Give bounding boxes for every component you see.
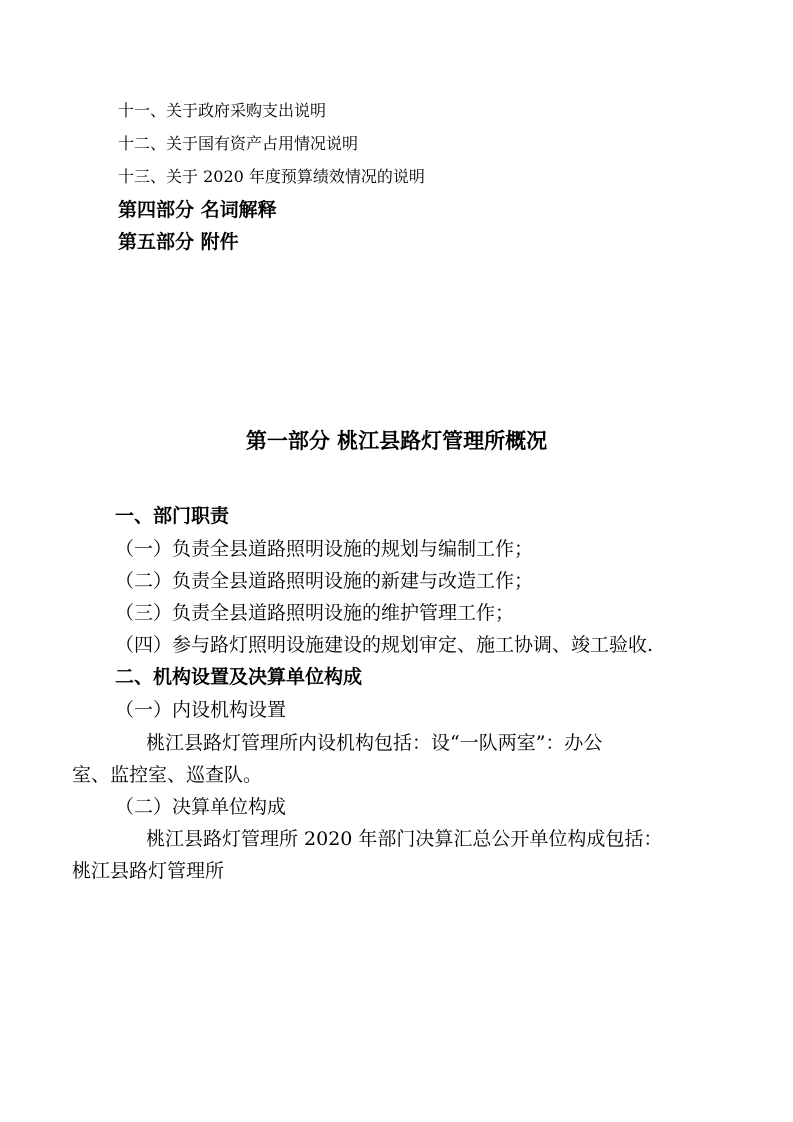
section-heading-duties: 一、部门职责	[115, 505, 230, 527]
subsection-title-units: （二）决算单位构成	[115, 796, 287, 818]
duty-item-4: （四）参与路灯照明设施建设的规划审定、施工协调、竣工验收.	[115, 634, 654, 656]
internal-para-line2: 室、监控室、巡查队。	[72, 764, 263, 786]
internal-para-line1: 桃江县路灯管理所内设机构包括：设“一队两室”：办公	[146, 732, 603, 754]
part-title: 第一部分 桃江县路灯管理所概况	[245, 429, 548, 453]
toc-item-13: 十三、关于 2020 年度预算绩效情况的说明	[118, 167, 425, 186]
subsection-title-internal: （一）内设机构设置	[115, 699, 287, 721]
units-para-line2: 桃江县路灯管理所	[72, 860, 225, 882]
toc-part5: 第五部分 附件	[118, 231, 239, 253]
duty-item-3: （三）负责全县道路照明设施的维护管理工作；	[115, 602, 515, 624]
units-para-line1: 桃江县路灯管理所 2020 年部门决算汇总公开单位构成包括：	[146, 828, 663, 850]
duty-item-1: （一）负责全县道路照明设施的规划与编制工作；	[115, 538, 534, 560]
duty-item-2: （二）负责全县道路照明设施的新建与改造工作；	[115, 570, 534, 592]
toc-part4: 第四部分 名词解释	[118, 199, 277, 221]
toc-item-12: 十二、关于国有资产占用情况说明	[118, 134, 359, 153]
section-heading-organization: 二、机构设置及决算单位构成	[115, 666, 363, 688]
toc-item-11: 十一、关于政府采购支出说明	[118, 101, 327, 120]
